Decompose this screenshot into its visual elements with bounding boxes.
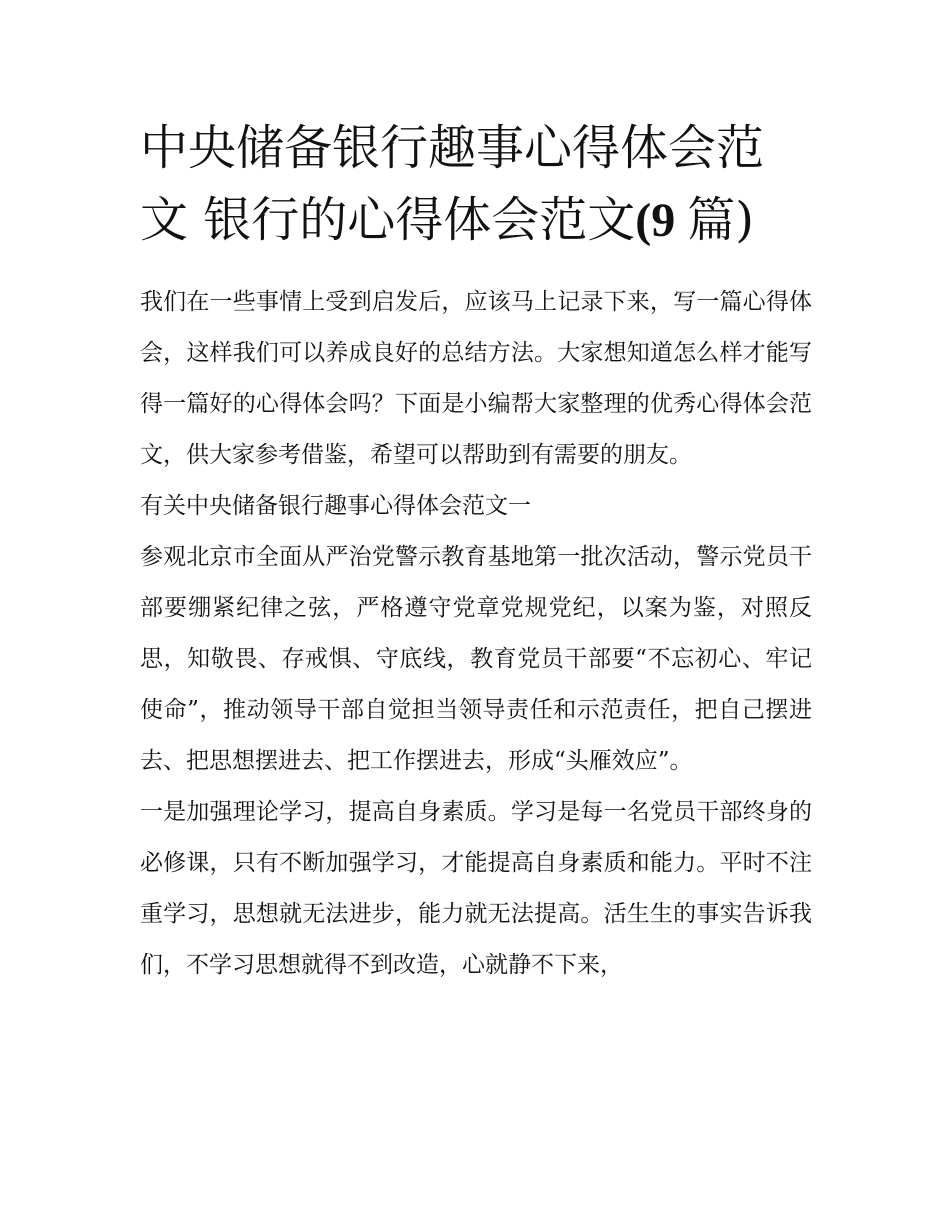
document-title bbox=[140, 112, 812, 257]
title-line-2-text: 文 银行的心得体会范文 bbox=[140, 192, 636, 248]
document-body bbox=[140, 277, 812, 991]
title-count: (9 bbox=[635, 194, 688, 247]
section-heading: 有关中央储备银行趣事心得体会范文一 bbox=[140, 493, 531, 519]
document-content bbox=[140, 112, 812, 991]
title-count-suffix: 篇) bbox=[687, 192, 754, 248]
title-line-2 bbox=[140, 184, 812, 257]
body-paragraph-2: 一是加强理论学习，提高自身素质。学习是每一名党员干部终身的必修课，只有不断加强学习，才能提高自身素质和能力。平时不注重学习，思想就无法进步，能力就无法提高。活生生的事实告诉我们，不学习思想就得不到改造，心就静不下来， bbox=[140, 799, 812, 978]
intro-paragraph: 我们在一些事情上受到启发后，应该马上记录下来，写一篇心得体会，这样我们可以养成良好的总结方法。大家想知道怎么样才能写得一篇好的心得体会吗？下面是小编帮大家整理的优秀心得体会范文，供大家参考借鉴，希望可以帮助到有需要的朋友。 bbox=[140, 289, 812, 468]
title-line-1: 中央储备银行趣事心得体会范 bbox=[140, 120, 765, 176]
body-paragraph-1: 参观北京市全面从严治党警示教育基地第一批次活动，警示党员干部要绷紧纪律之弦，严格遵守党章党规党纪，以案为鉴，对照反思，知敬畏、存戒惧、守底线，教育党员干部要“不忘初心、牢记使命”，推动领导干部自觉担当领导责任和示范责任，把自己摆进去、把思想摆进去、把工作摆进去，形成“头雁效应”。 bbox=[140, 544, 812, 774]
